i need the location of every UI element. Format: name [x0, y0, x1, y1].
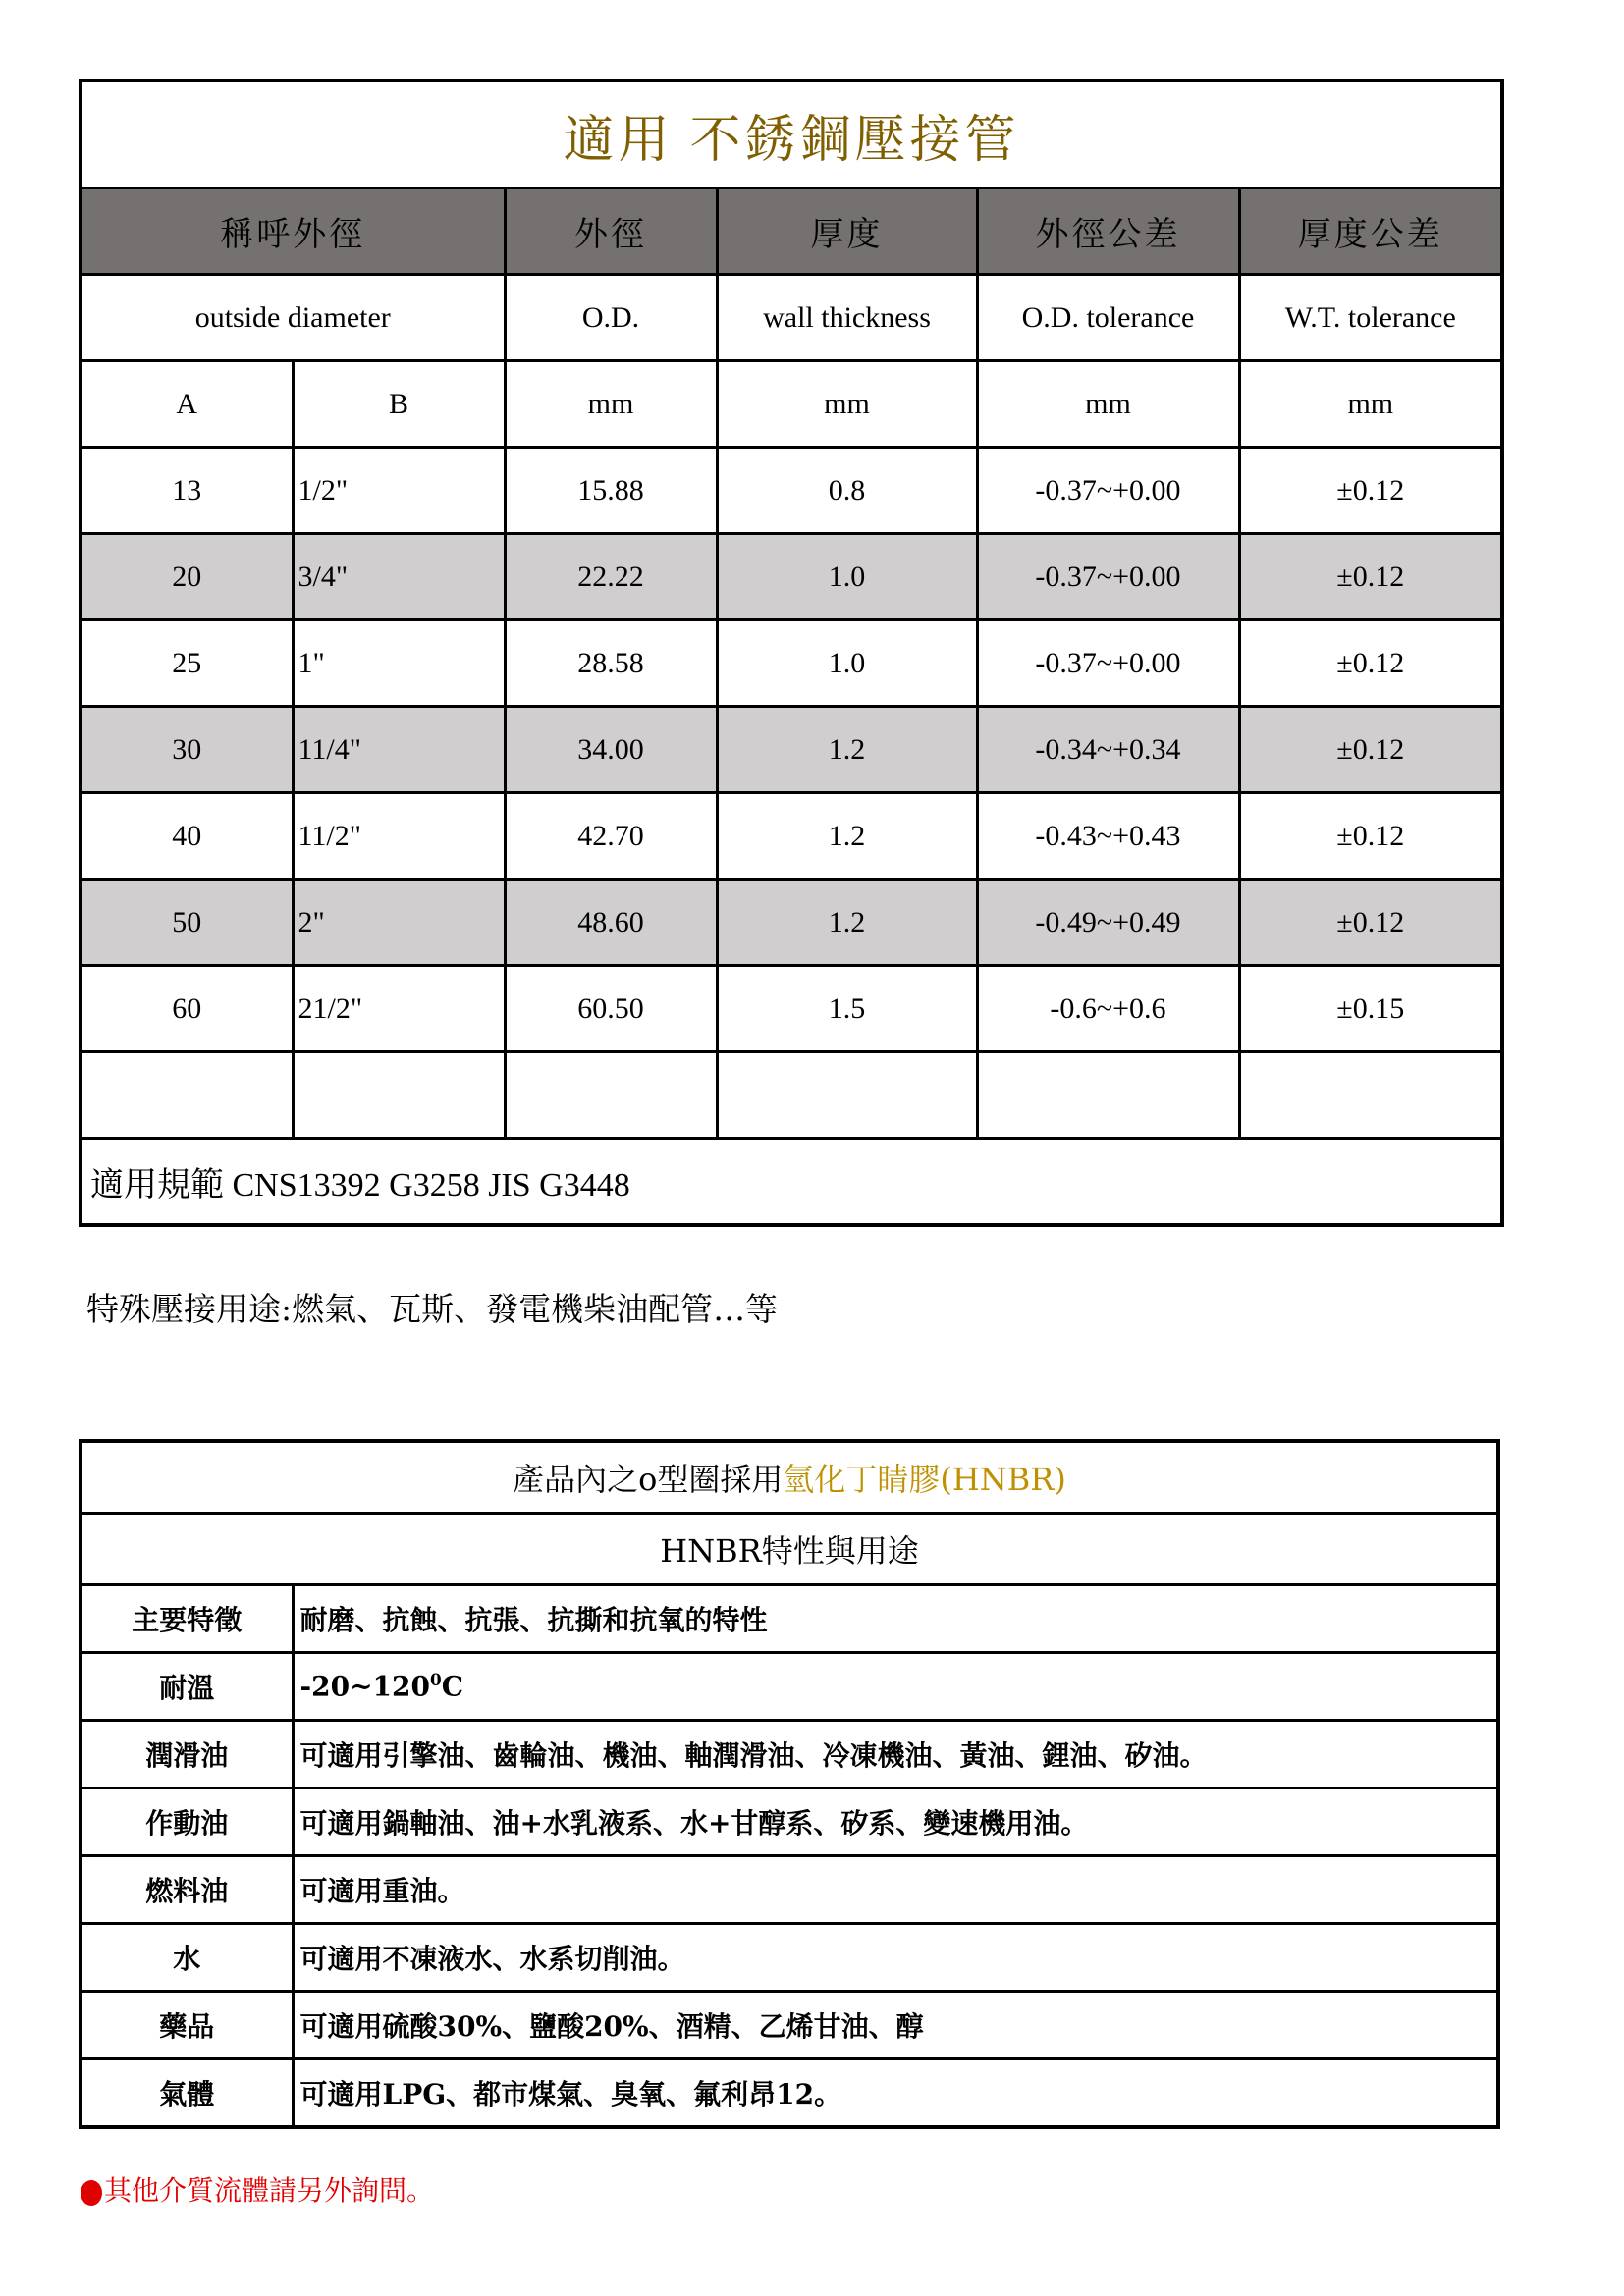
cell-a: 30: [81, 707, 293, 793]
unit-b: B: [293, 361, 505, 448]
header-od-tol: 外徑公差: [977, 188, 1239, 275]
table-row: [81, 1789, 1498, 1856]
table-row: [81, 880, 1502, 966]
cell-b: 21/2": [293, 966, 505, 1052]
header-en-thickness: wall thickness: [717, 275, 977, 361]
table-title: 適用 不銹鋼壓接管: [81, 80, 1502, 188]
cell-od-tol: -0.37~+0.00: [977, 448, 1239, 534]
row-value: 可適用不凍液水、水系切削油。: [293, 1924, 1498, 1992]
table-row: [81, 448, 1502, 534]
red-bullet-icon: [81, 2180, 102, 2206]
empty-cell: [717, 1052, 977, 1139]
cell-wt: 0.8: [717, 448, 977, 534]
cell-a: 20: [81, 534, 293, 620]
inquiry-note-text: 其他介質流體請另外詢問。: [104, 2174, 435, 2207]
empty-cell: [977, 1052, 1239, 1139]
cell-od: 22.22: [505, 534, 717, 620]
cell-wt-tol: ±0.12: [1239, 448, 1502, 534]
hnbr-title: [81, 1441, 1498, 1514]
cell-b: 3/4": [293, 534, 505, 620]
cell-od-tol: -0.37~+0.00: [977, 534, 1239, 620]
cell-wt: 1.2: [717, 793, 977, 880]
cell-a: 60: [81, 966, 293, 1052]
hnbr-subtitle: HNBR特性與用途: [81, 1514, 1498, 1585]
unit-mm: mm: [977, 361, 1239, 448]
row-label: 燃料油: [81, 1856, 293, 1924]
cell-a: 25: [81, 620, 293, 707]
table-row: [81, 1585, 1498, 1653]
unit-a: A: [81, 361, 293, 448]
row-value: 可適用鍋軸油、油+水乳液系、水+甘醇系、矽系、變速機用油。: [293, 1789, 1498, 1856]
row-value: [293, 1653, 1498, 1721]
cell-wt-tol: ±0.12: [1239, 707, 1502, 793]
degree-sup: 0: [430, 1670, 442, 1690]
unit-mm: mm: [717, 361, 977, 448]
cell-od: 34.00: [505, 707, 717, 793]
cell-wt: 1.2: [717, 880, 977, 966]
row-value: 可適用硫酸30%、鹽酸20%、酒精、乙烯甘油、醇: [293, 1992, 1498, 2059]
row-label: 作動油: [81, 1789, 293, 1856]
cell-wt: 1.2: [717, 707, 977, 793]
header-en-wt-tol: W.T. tolerance: [1239, 275, 1502, 361]
table-row: [81, 534, 1502, 620]
empty-cell: [293, 1052, 505, 1139]
cell-wt-tol: ±0.12: [1239, 880, 1502, 966]
cell-wt: 1.5: [717, 966, 977, 1052]
row-value: 可適用LPG、都市煤氣、臭氧、氟利昂12。: [293, 2059, 1498, 2128]
cell-od: 28.58: [505, 620, 717, 707]
cell-od-tol: -0.34~+0.34: [977, 707, 1239, 793]
header-wt-tol: 厚度公差: [1239, 188, 1502, 275]
table-row: [81, 707, 1502, 793]
cell-b: 1/2": [293, 448, 505, 534]
table-row: [81, 1924, 1498, 1992]
cell-b: 11/2": [293, 793, 505, 880]
table-row: [81, 1992, 1498, 2059]
hnbr-table: [79, 1439, 1500, 2129]
temp-unit: C: [441, 1670, 463, 1703]
empty-cell: [81, 1052, 293, 1139]
cell-od: 60.50: [505, 966, 717, 1052]
row-label: 主要特徵: [81, 1585, 293, 1653]
table-row: [81, 1721, 1498, 1789]
table-row: [81, 966, 1502, 1052]
row-value: 耐磨、抗蝕、抗張、抗撕和抗氧的特性: [293, 1585, 1498, 1653]
cell-od: 48.60: [505, 880, 717, 966]
cell-wt-tol: ±0.12: [1239, 534, 1502, 620]
cell-od-tol: -0.49~+0.49: [977, 880, 1239, 966]
empty-cell: [505, 1052, 717, 1139]
cell-od-tol: -0.37~+0.00: [977, 620, 1239, 707]
row-label: 潤滑油: [81, 1721, 293, 1789]
standards-row: 適用規範 CNS13392 G3258 JIS G3448: [81, 1139, 1502, 1226]
cell-wt-tol: ±0.12: [1239, 620, 1502, 707]
header-en-od: O.D.: [505, 275, 717, 361]
cell-od-tol: -0.43~+0.43: [977, 793, 1239, 880]
table-row: [81, 620, 1502, 707]
table-row: [81, 793, 1502, 880]
header-thickness: 厚度: [717, 188, 977, 275]
empty-row: [81, 1052, 1502, 1139]
cell-b: 11/4": [293, 707, 505, 793]
cell-wt: 1.0: [717, 534, 977, 620]
temp-range: -20~120: [299, 1670, 430, 1703]
cell-b: 1": [293, 620, 505, 707]
cell-wt-tol: ±0.15: [1239, 966, 1502, 1052]
cell-a: 40: [81, 793, 293, 880]
cell-od-tol: -0.6~+0.6: [977, 966, 1239, 1052]
header-nominal: 稱呼外徑: [81, 188, 505, 275]
special-use-note: 特殊壓接用途:燃氣、瓦斯、發電機柴油配管…等: [86, 1290, 779, 1328]
cell-a: 50: [81, 880, 293, 966]
table-row: [81, 1856, 1498, 1924]
unit-mm: mm: [505, 361, 717, 448]
cell-wt: 1.0: [717, 620, 977, 707]
cell-od: 15.88: [505, 448, 717, 534]
pipe-spec-table: [79, 79, 1504, 1227]
row-value: 可適用引擎油、齒輪油、機油、軸潤滑油、冷凍機油、黃油、鋰油、矽油。: [293, 1721, 1498, 1789]
header-en-nominal: outside diameter: [81, 275, 505, 361]
inquiry-note: [81, 2169, 434, 2209]
cell-od: 42.70: [505, 793, 717, 880]
row-label: 水: [81, 1924, 293, 1992]
row-label: 藥品: [81, 1992, 293, 2059]
header-en-od-tol: O.D. tolerance: [977, 275, 1239, 361]
empty-cell: [1239, 1052, 1502, 1139]
cell-a: 13: [81, 448, 293, 534]
table-row: [81, 2059, 1498, 2128]
hnbr-title-prefix: 產品內之o型圈採用: [513, 1461, 784, 1498]
cell-wt-tol: ±0.12: [1239, 793, 1502, 880]
row-label: 氣體: [81, 2059, 293, 2128]
row-value: 可適用重油。: [293, 1856, 1498, 1924]
row-label: 耐溫: [81, 1653, 293, 1721]
cell-b: 2": [293, 880, 505, 966]
table-row: [81, 1653, 1498, 1721]
header-od: 外徑: [505, 188, 717, 275]
hnbr-title-highlight: 氫化丁睛膠(HNBR): [783, 1461, 1066, 1498]
unit-mm: mm: [1239, 361, 1502, 448]
